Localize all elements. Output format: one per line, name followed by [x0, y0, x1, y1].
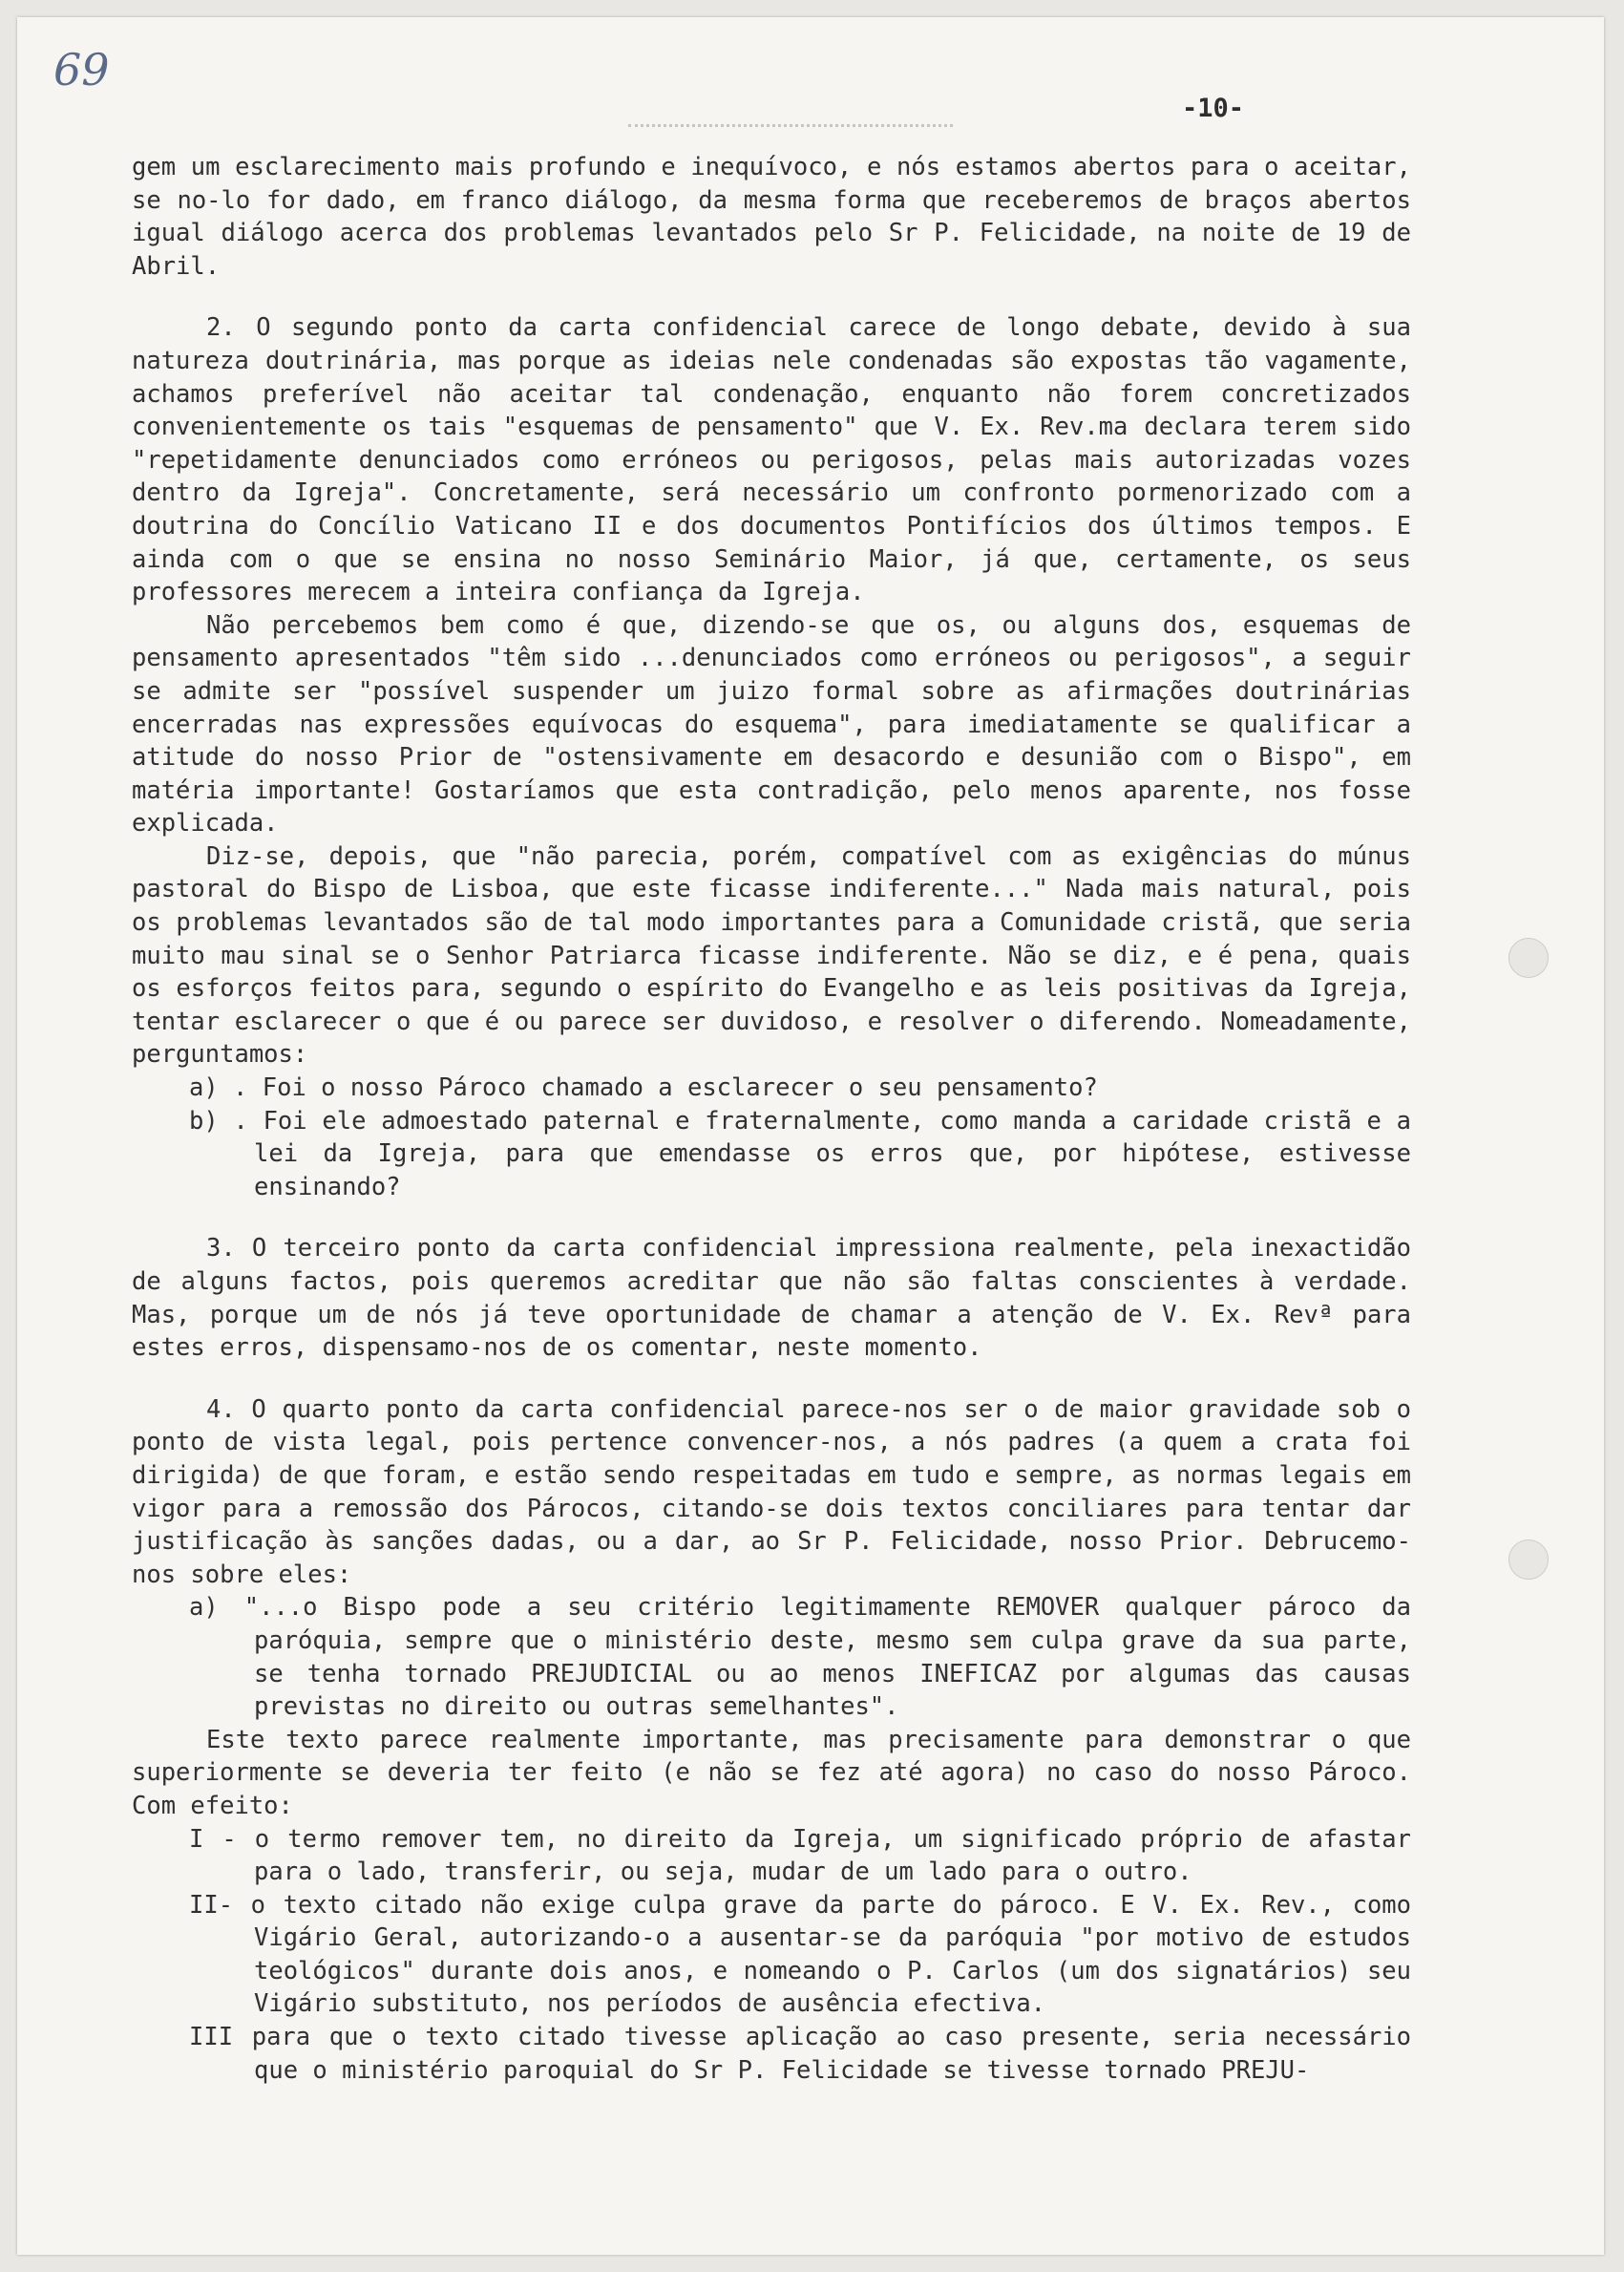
paragraph-este-texto: Este texto parece realmente importante, mas precisamente para demonstrar o que superiormente se deveria ter feito (e não se fez até agora) no caso do nosso Pároco. Com efeito:: [132, 1725, 1411, 1820]
paragraph-intro: gem um esclarecimento mais profundo e inequívoco, e nós estamos abertos para o aceitar, se no-lo for dado, em franco diálogo, da mesma forma que receberemos de braços abertos igual diálogo acerca dos problemas levantados pelo Sr P. Felicidade, na noite de 19 de Abril.: [132, 153, 1411, 281]
paragraph-point-3: 3. O terceiro ponto da carta confidencial impressiona realmente, pela inexactidão de alguns factos, pois queremos acreditar que não são faltas conscientes à verdade. Mas, porque um de nós já teve oportunidade de chamar a atenção de V. Ex. Revª para estes erros, dispensamo-nos de os comentar, neste momento.: [132, 1234, 1411, 1363]
paragraph-point-4: 4. O quarto ponto da carta confidencial parece-nos ser o de maior gravidade sob o ponto de vista legal, pois pertence convencer-nos, a nós padres (a quem a crata foi dirigida) de que foram, e estão sendo respeitadas em tudo e sempre, as normas legais em vigor para a remossão dos Párocos, citando-se dois textos conciliares para tentar dar justificação às sanções dadas, ou a dar, ao Sr P. Felicidade, nosso Prior. Debrucemo-nos sobre eles:: [132, 1394, 1411, 1589]
letter-body: [132, 151, 1411, 2087]
point-ii: II- o texto citado não exige culpa grave da parte do pároco. E V. Ex. Rev., como Vigário Geral, autorizando-o a ausentar-se da paróquia "por motivo de estudos teológicos" durante dois anos, e nomeando o P. Carlos (um dos signatários) seu Vigário substituto, nos períodos de ausência efectiva.: [189, 1890, 1411, 2019]
question-b: b) . Foi ele admoestado paternal e fraternalmente, como manda a caridade cristã e a lei da Igreja, para que emendasse os erros que, por hipótese, estivesse ensinando?: [189, 1106, 1411, 1201]
paragraph-munus: Diz-se, depois, que "não parecia, porém, compatível com as exigências do múnus pastoral do Bispo de Lisboa, que este ficasse indiferente..." Nada mais natural, pois os problemas levantados são de tal modo importantes para a Comunidade cristã, que seria muito mau sinal se o Senhor Patriarca ficasse indiferente. Não se diz, e é pena, quais os esforços feitos para, segundo o espírito do Evangelho e as leis positivas da Igreja, tentar esclarecer o que é ou parece ser duvidoso, e resolver o diferendo. Nomeadamente, perguntamos:: [132, 841, 1411, 1070]
handwritten-folio-number: 69: [53, 44, 110, 96]
paragraph-point-2: 2. O segundo ponto da carta confidencial carece de longo debate, devido à sua natureza doutrinária, mas porque as ideias nele condenadas são expostas tão vagamente, achamos preferível não aceitar tal condenação, enquanto não forem concretizados convenientemente os tais "esquemas de pensamento" que V. Ex. Rev.ma declara terem sido "repetidamente denunciados como erróneos ou perigosos, pelas mais autorizadas vozes dentro da Igreja". Concretamente, será necessário um confronto pormenorizado com a doutrina do Concílio Vaticano II e dos documentos Pontifícios dos últimos tempos. E ainda com o que se ensina no nosso Seminário Maior, já que, certamente, os seus professores merecem a inteira confiança da Igreja.: [132, 313, 1411, 607]
quote-a: a) "...o Bispo pode a seu critério legitimamente REMOVER qualquer pároco da paróquia, sempre que o ministério deste, mesmo sem culpa grave da sua parte, se tenha tornado PREJUDICIAL ou ao menos INEFICAZ por algumas das causas previstas no direito ou outras semelhantes".: [189, 1593, 1411, 1722]
question-a: a) . Foi o nosso Pároco chamado a esclarecer o seu pensamento?: [189, 1073, 1098, 1103]
punch-hole: [1508, 938, 1549, 978]
point-iii: III para que o texto citado tivesse aplicação ao caso presente, seria necessário que o ministério paroquial do Sr P. Felicidade se tivesse tornado PREJU-: [189, 2023, 1411, 2085]
point-i: I - o termo remover tem, no direito da Igreja, um significado próprio de afastar para o lado, transferir, ou seja, mudar de um lado para o outro.: [189, 1824, 1411, 1887]
punch-hole: [1508, 1539, 1549, 1580]
document-page: [17, 17, 1604, 2255]
paragraph-contradiction: Não percebemos bem como é que, dizendo-se que os, ou alguns dos, esquemas de pensamento apresentados "têm sido ...denunciados como erróneos ou perigosos", a seguir se admite ser "possível suspender um juizo formal sobre as afirmações doutrinárias encerradas nas expressões equívocas do esquema", para imediatamente se qualificar a atitude do nosso Prior de "ostensivamente em desacordo e desunião com o Bispo", em matéria importante! Gostaríamos que esta contradição, pelo menos aparente, nos fosse explicada.: [132, 610, 1411, 839]
page-number: -10-: [1182, 94, 1245, 123]
faded-header: [628, 107, 953, 127]
